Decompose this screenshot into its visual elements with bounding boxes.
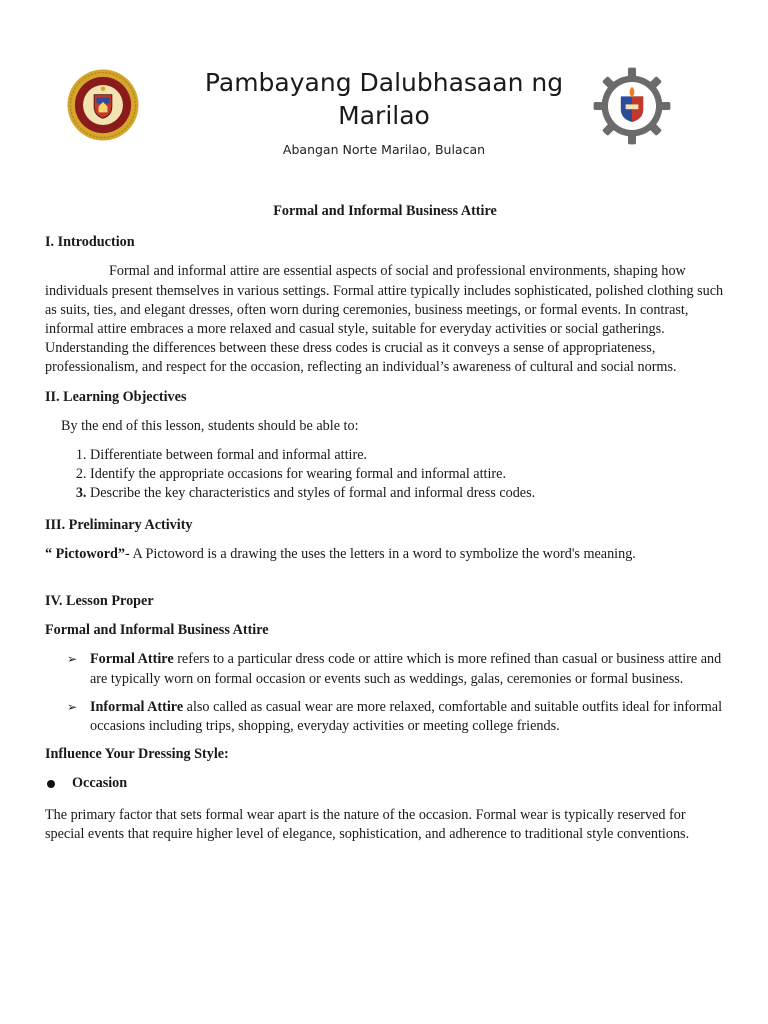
formal-attire-definition: refers to a particular dress code or attire which is more refined than casual or business attire and are typically worn on formal occasion or events such as weddings, galas, ceremonies or formal business. (90, 651, 722, 687)
objectives-heading: II. Learning Objectives (45, 388, 187, 405)
school-name: Pambayang Dalubhasaan ng Marilao (204, 68, 564, 130)
document-title: Formal and Informal Business Attire (273, 203, 497, 219)
society-gear-logo (592, 66, 672, 146)
formal-attire-term: Formal Attire (90, 651, 174, 668)
pictoword-definition: - A Pictoword is a drawing the uses the letters in a word to symbolize the word's meaning. (125, 545, 636, 562)
occasion-bullet (45, 774, 725, 793)
list-item: 2. Identify the appropriate occasions for wearing formal and informal attire. (90, 465, 725, 484)
activity-heading: III. Preliminary Activity (45, 516, 193, 533)
activity-paragraph (45, 545, 725, 564)
objectives-lead: By the end of this lesson, students should be able to: (61, 417, 359, 434)
school-address: Abangan Norte Marilao, Bulacan (282, 142, 486, 157)
influence-heading: Influence Your Dressing Style: (45, 746, 229, 763)
bullet-dot-icon (47, 780, 55, 788)
introduction-paragraph: Formal and informal attire are essential aspects of social and professional environments, shaping how individuals present themselves in various settings. Formal attire typically includes sophisticated, polished clothing such as suits, ties, and elegant dresses, often worn during ceremonies, business meetings, or formal events. In contrast, informal attire embraces a more relaxed and casual style, suitable for everyday activities or social gatherings. Understanding the differences between these dress codes is crucial as it conveys a sense of appropriateness, professionalism, and respect for the occasion, reflecting an individual’s awareness of cultural and social norms. (45, 263, 724, 376)
informal-attire-term: Informal Attire (90, 698, 184, 715)
occasion-paragraph: The primary factor that sets formal wear apart is the nature of the occasion. Formal wear is typically reserved for special events that require higher level of elegance, sophistication, and adherence to traditional style conventions. (45, 806, 690, 842)
informal-attire-definition: also called as casual wear are more relaxed, comfortable and suitable outfits ideal for informal occasions including trips, shopping, everyday activities or meeting college friends. (90, 698, 723, 735)
lesson-subheading: Formal and Informal Business Attire (45, 622, 269, 639)
attire-definitions-list (45, 650, 725, 736)
pictoword-term: “ Pictoword” (45, 545, 125, 562)
introduction-heading: I. Introduction (45, 234, 135, 251)
arrow-bullet-icon: ➢ (67, 652, 78, 667)
objectives-list (45, 446, 725, 504)
list-item: 1. Differentiate between formal and informal attire. (90, 446, 725, 465)
lesson-heading: IV. Lesson Proper (45, 593, 154, 610)
college-seal-logo (66, 68, 140, 142)
document-body (45, 196, 725, 854)
occasion-label: Occasion (72, 775, 128, 792)
list-item (45, 650, 725, 688)
list-item (45, 698, 725, 736)
arrow-bullet-icon: ➢ (67, 699, 78, 714)
list-item: 3. Describe the key characteristics and styles of formal and informal dress codes. (90, 484, 725, 503)
